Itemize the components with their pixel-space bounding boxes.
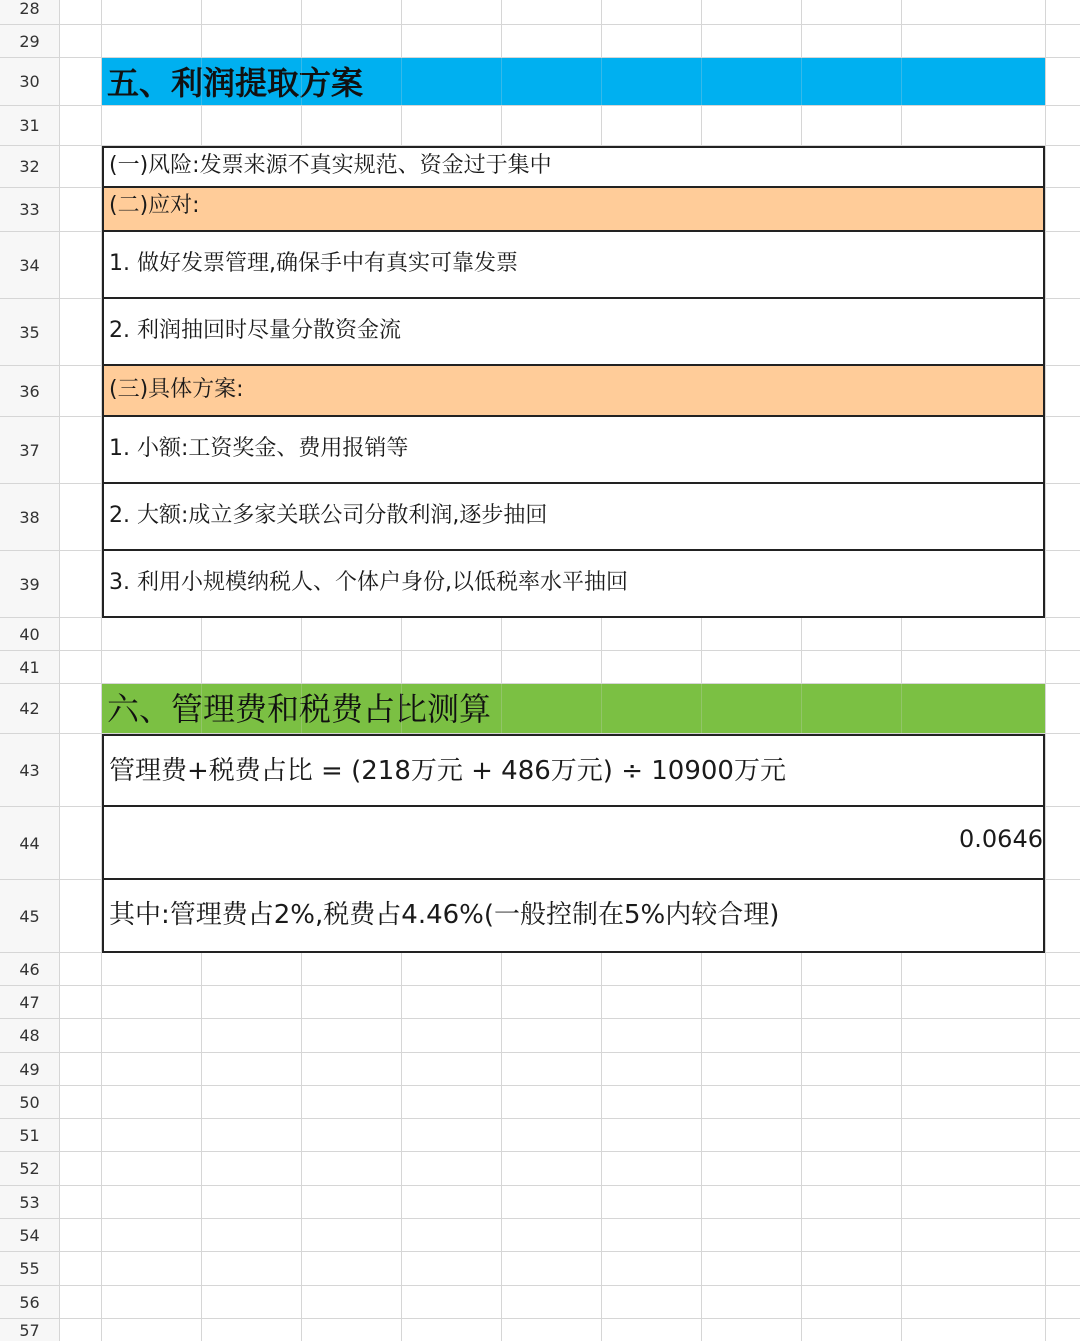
cell-b[interactable] [102, 1319, 1045, 1341]
cell-b[interactable] [102, 1219, 1045, 1252]
row-header[interactable]: 46 [0, 953, 60, 986]
row-header[interactable]: 40 [0, 618, 60, 651]
cell-a[interactable] [60, 1086, 102, 1119]
row-56 [0, 1286, 1080, 1319]
cell-a[interactable] [60, 651, 102, 684]
row-46 [0, 953, 1080, 986]
row-33 [0, 188, 1080, 232]
cell-b[interactable] [102, 1152, 1045, 1186]
row-header[interactable]: 47 [0, 986, 60, 1019]
cell-a[interactable] [60, 0, 102, 25]
row-header[interactable]: 38 [0, 484, 60, 551]
cell-b[interactable] [102, 1086, 1045, 1119]
cell-a[interactable] [60, 1319, 102, 1341]
cell-next[interactable] [1045, 417, 1080, 484]
cell-next[interactable] [1045, 734, 1080, 807]
cell-a[interactable] [60, 953, 102, 986]
row-header[interactable]: 36 [0, 366, 60, 417]
cell-next[interactable] [1045, 1119, 1080, 1152]
row-29 [0, 25, 1080, 58]
section-title-fees[interactable]: 六、管理费和税费占比测算 [102, 684, 1045, 734]
row-42 [0, 684, 1080, 734]
row-header[interactable]: 31 [0, 106, 60, 146]
row-40 [0, 618, 1080, 651]
cell-a[interactable] [60, 366, 102, 417]
cell-next[interactable] [1045, 1186, 1080, 1219]
cell-a[interactable] [60, 1219, 102, 1252]
cell-a[interactable] [60, 880, 102, 953]
cell-next[interactable] [1045, 366, 1080, 417]
row-44 [0, 807, 1080, 880]
cell-b[interactable] [102, 1186, 1045, 1219]
row-55 [0, 1252, 1080, 1286]
row-37 [0, 417, 1080, 484]
cell-b[interactable] [102, 986, 1045, 1019]
cell-a[interactable] [60, 25, 102, 58]
cell-a[interactable] [60, 618, 102, 651]
cell-b[interactable] [102, 1252, 1045, 1286]
cell-next[interactable] [1045, 651, 1080, 684]
cell-b[interactable] [102, 1286, 1045, 1319]
row-34 [0, 232, 1080, 299]
row-50 [0, 1086, 1080, 1119]
cell-next[interactable] [1045, 807, 1080, 880]
row-header[interactable]: 35 [0, 299, 60, 366]
row-header[interactable]: 39 [0, 551, 60, 618]
cell-next[interactable] [1045, 1086, 1080, 1119]
cell-next[interactable] [1045, 1019, 1080, 1053]
cell-breakdown[interactable]: 其中:管理费占2%,税费占4.46%(一般控制在5%内较合理) [102, 880, 1045, 953]
cell-item[interactable]: 2. 利润抽回时尽量分散资金流 [102, 299, 1045, 366]
cell-next[interactable] [1045, 0, 1080, 25]
cell-b[interactable] [102, 106, 1045, 146]
cell-next[interactable] [1045, 25, 1080, 58]
row-header[interactable]: 57 [0, 1319, 60, 1341]
cell-a[interactable] [60, 684, 102, 734]
row-header[interactable]: 48 [0, 1019, 60, 1053]
row-47 [0, 986, 1080, 1019]
cell-next[interactable] [1045, 1152, 1080, 1186]
cell-next[interactable] [1045, 880, 1080, 953]
cell-b[interactable] [102, 0, 1045, 25]
cell-plan-heading[interactable]: (三)具体方案: [102, 366, 1045, 417]
section-title-profit[interactable]: 五、利润提取方案 [102, 58, 1045, 106]
row-header[interactable]: 33 [0, 188, 60, 232]
row-header[interactable]: 54 [0, 1219, 60, 1252]
cell-a[interactable] [60, 1252, 102, 1286]
row-54 [0, 1219, 1080, 1252]
cell-next[interactable] [1045, 1319, 1080, 1341]
cell-next[interactable] [1045, 1252, 1080, 1286]
cell-a[interactable] [60, 58, 102, 106]
cell-next[interactable] [1045, 551, 1080, 618]
row-header[interactable]: 53 [0, 1186, 60, 1219]
row-51 [0, 1119, 1080, 1152]
cell-b[interactable] [102, 1019, 1045, 1053]
row-57 [0, 1319, 1080, 1341]
cell-a[interactable] [60, 551, 102, 618]
cell-item[interactable]: 1. 做好发票管理,确保手中有真实可靠发票 [102, 232, 1045, 299]
row-header[interactable]: 29 [0, 25, 60, 58]
cell-response-heading[interactable]: (二)应对: [102, 188, 1045, 232]
cell-next[interactable] [1045, 1286, 1080, 1319]
row-header[interactable]: 41 [0, 651, 60, 684]
cell-a[interactable] [60, 807, 102, 880]
cell-next[interactable] [1045, 106, 1080, 146]
row-header[interactable]: 56 [0, 1286, 60, 1319]
row-header[interactable]: 32 [0, 146, 60, 188]
row-header[interactable]: 55 [0, 1252, 60, 1286]
row-header[interactable]: 45 [0, 880, 60, 953]
cell-a[interactable] [60, 146, 102, 188]
cell-next[interactable] [1045, 1219, 1080, 1252]
cell-a[interactable] [60, 734, 102, 807]
row-53 [0, 1186, 1080, 1219]
cell-a[interactable] [60, 1286, 102, 1319]
row-header[interactable]: 42 [0, 684, 60, 734]
cell-a[interactable] [60, 188, 102, 232]
cell-item[interactable]: 1. 小额:工资奖金、费用报销等 [102, 417, 1045, 484]
cell-next[interactable] [1045, 484, 1080, 551]
row-41 [0, 651, 1080, 684]
row-32 [0, 146, 1080, 188]
cell-risk[interactable]: (一)风险:发票来源不真实规范、资金过于集中 [102, 146, 1045, 188]
row-49 [0, 1053, 1080, 1086]
cell-a[interactable] [60, 417, 102, 484]
cell-a[interactable] [60, 986, 102, 1019]
row-38 [0, 484, 1080, 551]
cell-next[interactable] [1045, 299, 1080, 366]
cell-b[interactable] [102, 953, 1045, 986]
cell-next[interactable] [1045, 188, 1080, 232]
cell-a[interactable] [60, 232, 102, 299]
row-28 [0, 0, 1080, 25]
cell-a[interactable] [60, 484, 102, 551]
cell-a[interactable] [60, 1152, 102, 1186]
cell-item[interactable]: 2. 大额:成立多家关联公司分散利润,逐步抽回 [102, 484, 1045, 551]
row-35 [0, 299, 1080, 366]
row-52 [0, 1152, 1080, 1186]
cell-a[interactable] [60, 106, 102, 146]
row-31 [0, 106, 1080, 146]
cell-b[interactable] [102, 618, 1045, 651]
cell-next[interactable] [1045, 1053, 1080, 1086]
cell-next[interactable] [1045, 953, 1080, 986]
row-header[interactable]: 28 [0, 0, 60, 25]
row-header[interactable]: 49 [0, 1053, 60, 1086]
row-43 [0, 734, 1080, 807]
cell-next[interactable] [1045, 684, 1080, 734]
cell-b[interactable] [102, 25, 1045, 58]
row-header[interactable]: 44 [0, 807, 60, 880]
row-39 [0, 551, 1080, 618]
cell-next[interactable] [1045, 618, 1080, 651]
cell-b[interactable] [102, 1119, 1045, 1152]
row-header[interactable]: 50 [0, 1086, 60, 1119]
cell-formula[interactable]: 管理费+税费占比 = (218万元 + 486万元) ÷ 10900万元 [102, 734, 1045, 807]
row-45 [0, 880, 1080, 953]
row-36 [0, 366, 1080, 417]
row-header[interactable]: 30 [0, 58, 60, 106]
cell-a[interactable] [60, 1119, 102, 1152]
cell-a[interactable] [60, 1186, 102, 1219]
cell-next[interactable] [1045, 58, 1080, 106]
cell-a[interactable] [60, 1019, 102, 1053]
cell-item[interactable]: 3. 利用小规模纳税人、个体户身份,以低税率水平抽回 [102, 551, 1045, 618]
row-header[interactable]: 37 [0, 417, 60, 484]
cell-next[interactable] [1045, 986, 1080, 1019]
row-header[interactable]: 43 [0, 734, 60, 807]
cell-next[interactable] [1045, 232, 1080, 299]
row-30 [0, 58, 1080, 106]
row-header[interactable]: 51 [0, 1119, 60, 1152]
row-header[interactable]: 34 [0, 232, 60, 299]
cell-next[interactable] [1045, 146, 1080, 188]
cell-b[interactable] [102, 651, 1045, 684]
cell-b[interactable] [102, 1053, 1045, 1086]
cell-ratio-value[interactable]: 0.0646 [102, 807, 1045, 880]
cell-a[interactable] [60, 1053, 102, 1086]
row-header[interactable]: 52 [0, 1152, 60, 1186]
row-48 [0, 1019, 1080, 1053]
cell-a[interactable] [60, 299, 102, 366]
